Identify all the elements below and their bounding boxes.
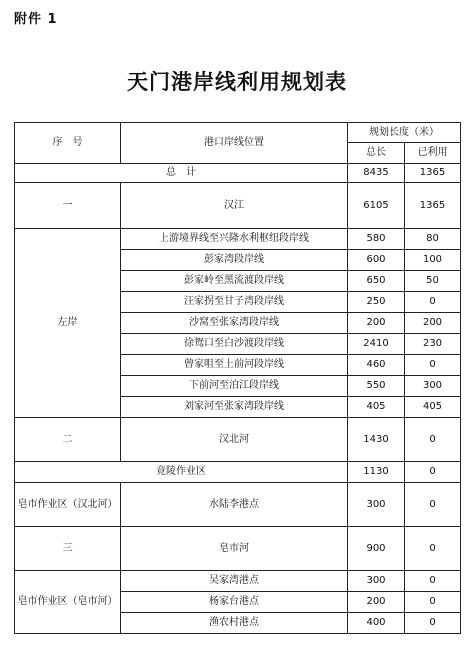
shoreline-name: 曾家咀至上前河段岸线	[121, 355, 348, 376]
shoreline-length: 200	[348, 313, 405, 334]
grand-total-row	[15, 164, 461, 183]
attachment-label: 附件 1	[14, 12, 58, 27]
section-length: 6105	[348, 183, 405, 229]
port-point-length: 400	[348, 613, 405, 634]
section-used: 0	[405, 527, 461, 571]
shoreline-length: 650	[348, 271, 405, 292]
shoreline-name: 下前河至泊江段岸线	[121, 376, 348, 397]
shoreline-name: 刘家河至张家湾段岸线	[121, 397, 348, 418]
port-point-length: 300	[348, 571, 405, 592]
shoreline-length: 460	[348, 355, 405, 376]
port-point-name: 水陆李港点	[121, 483, 348, 527]
shoreline-length: 405	[348, 397, 405, 418]
header-planned-length: 规划长度（米）	[348, 123, 461, 143]
shoreline-used: 300	[405, 376, 461, 397]
shoreline-used: 405	[405, 397, 461, 418]
shoreline-length: 580	[348, 229, 405, 250]
left-bank-label: 左岸	[15, 229, 121, 418]
table-row	[15, 229, 461, 250]
section-number: 三	[15, 527, 121, 571]
shoreline-length: 550	[348, 376, 405, 397]
shoreline-length: 250	[348, 292, 405, 313]
work-area-length: 1130	[348, 462, 405, 483]
shoreline-name: 沙窝至张家湾段岸线	[121, 313, 348, 334]
shoreline-used: 80	[405, 229, 461, 250]
section-length: 1430	[348, 418, 405, 462]
section-river: 皂市河	[121, 527, 348, 571]
section-number: 一	[15, 183, 121, 229]
port-point-length: 300	[348, 483, 405, 527]
section-row	[15, 527, 461, 571]
shoreline-length: 600	[348, 250, 405, 271]
header-total: 总长	[348, 143, 405, 164]
shoreline-name: 彭家湾段岸线	[121, 250, 348, 271]
section-row	[15, 183, 461, 229]
section-river: 汉江	[121, 183, 348, 229]
section-used: 1365	[405, 183, 461, 229]
port-point-length: 200	[348, 592, 405, 613]
section-number: 二	[15, 418, 121, 462]
port-point-name: 渔农村港点	[121, 613, 348, 634]
shoreline-length: 2410	[348, 334, 405, 355]
work-area-label: 皂市作业区（皂市河）	[15, 571, 121, 634]
shoreline-used: 0	[405, 292, 461, 313]
shoreline-used: 200	[405, 313, 461, 334]
shoreline-name: 汪家拐至甘子湾段岸线	[121, 292, 348, 313]
work-area-used: 0	[405, 462, 461, 483]
shoreline-name: 彭家岭至黑流渡段岸线	[121, 271, 348, 292]
shoreline-used: 0	[405, 355, 461, 376]
shoreline-name: 徐鸳口至白沙渡段岸线	[121, 334, 348, 355]
grand-total-label: 总 计	[15, 164, 348, 183]
grand-total-length: 8435	[348, 164, 405, 183]
port-point-used: 0	[405, 483, 461, 527]
grand-total-used: 1365	[405, 164, 461, 183]
table-row	[15, 571, 461, 592]
page-title: 天门港岸线利用规划表	[127, 69, 347, 94]
port-point-name: 杨家台港点	[121, 592, 348, 613]
shoreline-used: 100	[405, 250, 461, 271]
shoreline-plan-table	[14, 122, 461, 634]
work-area-label: 竟陵作业区	[15, 462, 348, 483]
shoreline-used: 50	[405, 271, 461, 292]
section-row	[15, 418, 461, 462]
table-row	[15, 462, 461, 483]
table-row	[15, 483, 461, 527]
port-point-used: 0	[405, 613, 461, 634]
header-used: 已利用	[405, 143, 461, 164]
port-point-used: 0	[405, 592, 461, 613]
work-area-label: 皂市作业区（汉北河）	[15, 483, 121, 527]
shoreline-name: 上游境界线至兴隆水利枢纽段岸线	[121, 229, 348, 250]
header-location: 港口岸线位置	[121, 123, 348, 164]
section-river: 汉北河	[121, 418, 348, 462]
header-seq: 序 号	[15, 123, 121, 164]
section-used: 0	[405, 418, 461, 462]
shoreline-used: 230	[405, 334, 461, 355]
section-length: 900	[348, 527, 405, 571]
port-point-name: 吴家湾港点	[121, 571, 348, 592]
port-point-used: 0	[405, 571, 461, 592]
